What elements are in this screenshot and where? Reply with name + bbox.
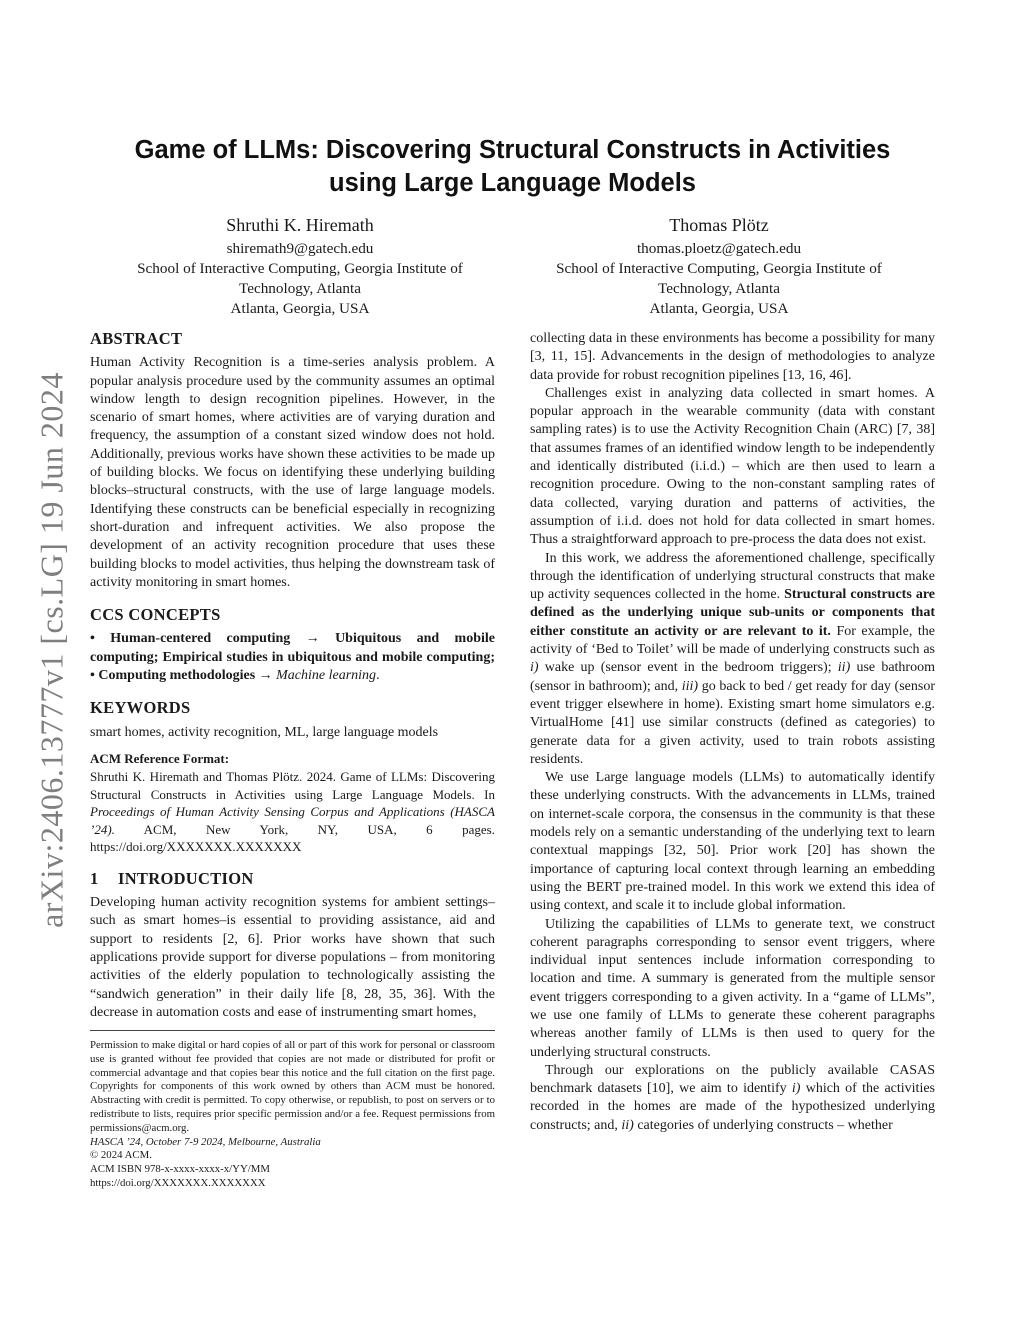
keywords-text: smart homes, activity recognition, ML, large language models — [90, 724, 439, 740]
author-block-2 — [509, 214, 929, 319]
intro-paragraph-1: Developing human activity recognition systems for ambient settings–such as smart homes–is essential to providing assistance, aid and support to residents [2, 6]. Prior works have shown that such applications provide support for diverse populations – from monitoring activities of the elderly population to technologically assisting the “sandwich generation” in their daily life [8, 28, 35, 36]. With the decrease in automation costs and ease of instrumenting smart homes, — [90, 895, 495, 1020]
copyright-footnote — [90, 1030, 495, 1191]
left-column — [90, 330, 495, 1022]
abstract-text: Human Activity Recognition is a time-series analysis problem. A popular analysis procedure used by the community assumes an optimal window length to design recognition pipelines. However, in the scenario of smart homes, where activities are of varying duration and frequency, the assumption of a constant sized window does not hold. Additionally, previous works have shown these activities to be made up of building blocks. We focus on identifying these underlying building blocks–structural constructs, with the use of large language models. Identifying these constructs can be beneficial especially in recognizing short-duration and infrequent activities. We also propose the development of an activity recognition procedure that uses these building blocks to model activities, thus helping the downstream task of activity monitoring in smart homes. — [90, 355, 495, 590]
author-email: thomas.ploetz@gatech.edu — [636, 240, 802, 257]
body-paragraph: We use Large language models (LLMs) to automatically identify these underlying constructs. With the advancements in LLMs, trained on internet-scale corpora, the consensus in the community is that these models rely on a semantic understanding of the underlying text to learn contextual mappings [32, 50]. Prior work [20] has shown the importance of capturing local context through learning an embedding using the BERT pre-trained model. In this work we extend this idea of using context, and scale it to include global information. — [530, 770, 935, 914]
paper-title — [90, 134, 935, 200]
ccs-concept-ml: Machine learning — [276, 668, 377, 684]
author-email: shiremath9@gatech.edu — [226, 240, 374, 257]
body-paragraph: Utilizing the capabilities of LLMs to generate text, we construct coherent paragraphs corresponding to sensor event triggers, where individual input sentences include information corresponding to location and time. A summary is generated from the multiple sensor event triggers corresponding to a given activity. In a “game of LLMs”, we use one family of LLMs to generate these coherent paragraphs whereas another family of LLMs is then used to query for the underlying structural constructs. — [530, 916, 935, 1060]
definition-highlight: Structural constructs are defined as the underlying unique sub-units or components that either constitute an activity or are relevant to it. — [530, 587, 936, 639]
body-paragraph: Challenges exist in analyzing data collected in smart homes. A popular approach in the wearable community (data with constant sampling rates) is to use the Activity Recognition Chain (ARC) [7, 38] that assumes frames of an identified window length to be independently and identically distributed (i.i.d.) – which are then used to learn a recognition procedure. Owing to the non-constant sampling rates of data collected, varying duration and patterns of activities, the assumption of i.i.d. does not hold for data collected in smart homes. Thus a straightforward approach to pre-process the data does not exist. — [530, 385, 935, 548]
author-location: Atlanta, Georgia, USA — [649, 300, 789, 317]
title-line-2: using Large Language Models — [329, 169, 696, 197]
body-paragraph: In this work, we address the aforementioned challenge, specifically through the identification of underlying structural constructs that make up activity sequences collected in the home. Structural constructs are defined as the underlying unique sub-units or components that either constitute an activity or are relevant to it. For example, the activity of ‘Bed to Toilet’ will be made of underlying constructs such as i) wake up (sensor event in the bedroom triggers); ii) use bathroom (sensor in bathroom); and, iii) go back to bed / get ready for day (sensor event trigger elsewhere in home). Existing smart home simulators e.g. VirtualHome [41] use similar constructs (defined as categories) to generate data for a given activity, used to train robots assisting residents. — [530, 550, 936, 767]
title-line-1: Game of LLMs: Discovering Structural Constructs in Activities — [134, 136, 891, 164]
acm-ref-label: ACM Reference Format: — [90, 750, 230, 766]
keywords-heading: KEYWORDS — [90, 698, 191, 718]
arxiv-stamp — [22, 360, 82, 940]
arxiv-id: arXiv:2406.13777v1 [cs.LG] 19 Jun 2024 — [33, 372, 70, 928]
abstract-heading: ABSTRACT — [90, 329, 183, 348]
intro-heading: 1 INTRODUCTION — [90, 868, 254, 888]
author-name: Shruthi K. Hiremath — [226, 215, 374, 235]
acm-ref-text: Shruthi K. Hiremath and Thomas Plötz. 2024. Game of LLMs: Discovering Structural Constructs in Activities using Large Language Models. In Proceedings of Human Activity Sensing Corpus and Applications (HASCA ’24). ACM, New York, NY, USA, 6 pages. https://doi.org/XXXXXXX.XXXXXXX — [90, 769, 495, 855]
doi-line: https://doi.org/XXXXXXX.XXXXXXX — [90, 1176, 266, 1189]
author-affiliation: School of Interactive Computing, Georgia Institute of — [556, 260, 882, 277]
author-affiliation: School of Interactive Computing, Georgia Institute of — [137, 260, 463, 277]
acm-ref-venue: Proceedings of Human Activity Sensing Corpus and Applications (HASCA ’24). — [90, 804, 495, 837]
right-column — [530, 330, 935, 1135]
isbn-line: ACM ISBN 978-x-xxxx-xxxx-x/YY/MM — [90, 1163, 270, 1176]
permission-notice: Permission to make digital or hard copies of all or part of this work for personal or classroom use is granted without fee provided that copies are not made or distributed for profit or commercial advantage and that copies bear this notice and the full citation on the first page. Copyrights for components of this work owned by others than ACM must be honored. Abstracting with credit is permitted. To copy otherwise, or republish, to post on servers or to redistribute to lists, requires prior specific permission and/or a fee. Request permissions from permissions@acm.org. — [90, 1039, 495, 1134]
author-name: Thomas Plötz — [669, 215, 769, 235]
ccs-heading: CCS CONCEPTS — [90, 605, 221, 625]
body-paragraph: Through our explorations on the publicly available CASAS benchmark datasets [10], we aim to identify i) which of the activities recorded in the homes are made of the hypothesized underlying constructs; and, ii) categories of underlying constructs – whether — [530, 1062, 935, 1133]
author-block-1 — [90, 214, 510, 319]
conference-info: HASCA ’24, October 7-9 2024, Melbourne, Australia — [90, 1135, 321, 1148]
body-paragraph: collecting data in these environments has become a possibility for many [3, 11, 15]. Advancements in the design of methodologies to analyze data provide for robust recognition pipelines [13, 16, 46]. — [530, 331, 935, 383]
ccs-concept-2: • Computing methodologies → — [90, 668, 277, 684]
author-location: Atlanta, Georgia, USA — [230, 300, 370, 317]
author-affiliation-cont: Technology, Atlanta — [658, 280, 780, 297]
author-affiliation-cont: Technology, Atlanta — [239, 280, 361, 297]
section-number: 1 — [90, 868, 99, 888]
copyright-line: © 2024 ACM. — [90, 1149, 152, 1162]
ccs-concepts: • Human-centered computing → Ubiquitous and mobile computing; Empirical studies in ubiquitous and mobile computing; • Computing methodologies → Machine learning. — [90, 631, 495, 684]
ccs-concept-1: • Human-centered computing → Ubiquitous and mobile computing; Empirical studies in ubiquitous and mobile computing; — [90, 631, 495, 665]
